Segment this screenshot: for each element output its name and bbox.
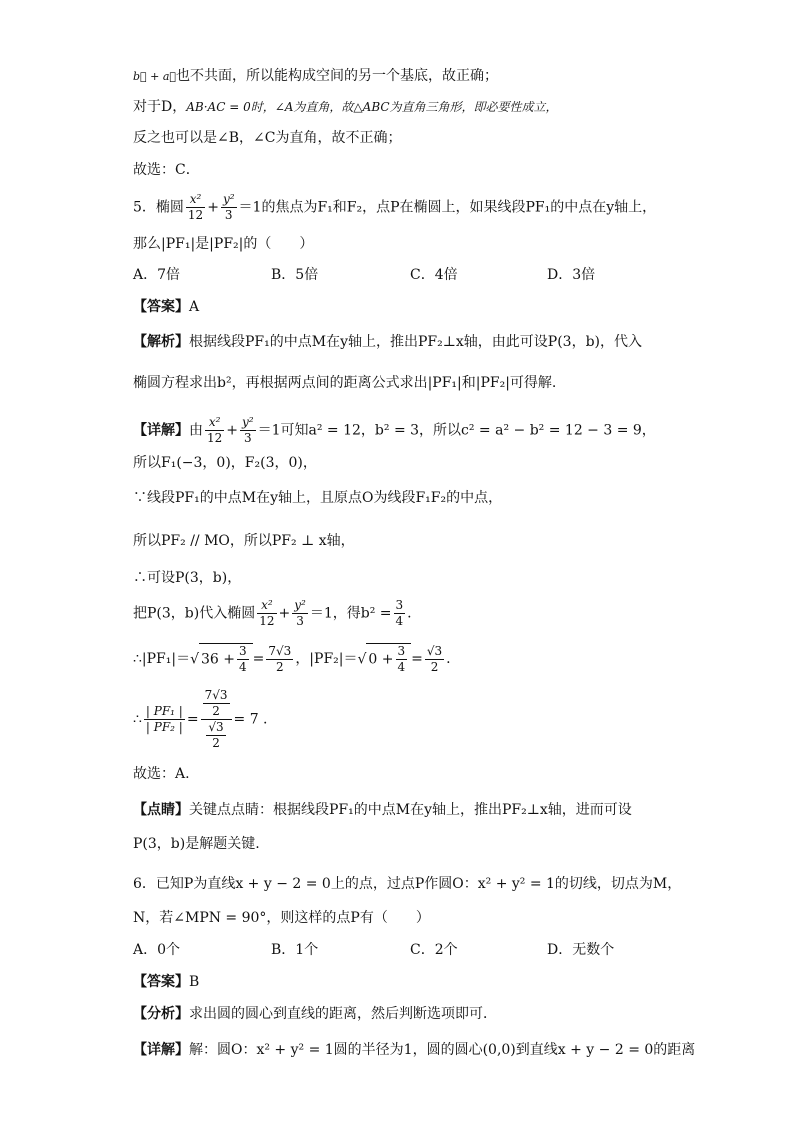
q5-detail-line-2: 所以F₁(−3，0)，F₂(3，0)， <box>133 455 317 471</box>
fraction-y2-3: $\frac{\text{y²}}{3}$ <box>222 192 235 222</box>
q6-option-c: C．2个 <box>410 942 458 958</box>
q5-stem-line-1: 5．椭圆 $\frac{\text{x²}}{12}$ + $\frac{\text{y²}}{3}$ ＝1的焦点为F₁和F₂，点P在椭圆上，如果线段PF₁的中点在y轴上， <box>133 192 657 222</box>
fraction-x2-12: $\frac{\text{x²}}{12}$ <box>259 598 275 628</box>
fraction-y2-3: $\frac{\text{y²}}{3}$ <box>242 415 254 445</box>
fraction-sqrt3-2: $\frac{√3}{2}$ <box>426 643 443 674</box>
q6-option-b: B．1个 <box>271 942 319 958</box>
q5-detail-line-9: 故选：A. <box>133 766 190 782</box>
q5-detail-line-1: 【详解】由 $\frac{\text{x²}}{12}$ + $\frac{\text{y²}}{3}$ ＝1可知a² = 12，b² = 3，所以c² = a² − b² = 12 − 3 = 9， <box>133 415 656 445</box>
prev-line-1: b⃗ + a⃗也不共面，所以能构成空间的另一个基底，故正确； <box>133 68 499 84</box>
q5-answer: 【答案】A <box>133 299 200 315</box>
q5-detail-line-5: ∴可设P(3，b)， <box>133 570 242 586</box>
fraction-x2-12: $\frac{\text{x²}}{12}$ <box>207 415 223 445</box>
q5-detail-line-6: 把P(3，b)代入椭圆 $\frac{\text{x²}}{12}$ + $\frac{\text{y²}}{3}$ ＝1，得b² = $\frac{3}{4}$ . <box>133 598 412 628</box>
q6-stem-line-2: N，若∠MPN = 90°，则这样的点P有（ ） <box>133 910 430 926</box>
prev-line-3: 反之也可以是∠B，∠C为直角，故不正确； <box>133 130 402 146</box>
sqrt-expression-1: √ 36 + $\frac{3}{4}$ <box>190 643 253 675</box>
q6-answer: 【答案】B <box>133 974 200 990</box>
fraction-x2-12: $\frac{\text{x²}}{12}$ <box>187 192 204 222</box>
q5-option-a: A．7倍 <box>133 267 181 283</box>
q5-detail-line-8: ∴ $\frac{\text{| PF₁ |}}{\text{| PF₂ |}}$ = $\frac{\frac{7√3}{2}}{\frac{√3}{2}}$ = 7 . <box>133 688 268 750</box>
q5-detail-line-3: ∵线段PF₁的中点M在y轴上，且原点O为线段F₁F₂的中点， <box>133 490 503 506</box>
q6-option-a: A．0个 <box>133 942 181 958</box>
fraction-y2-3: $\frac{\text{y²}}{3}$ <box>294 598 306 628</box>
q5-stem-line-2: 那么|PF₁|是|PF₂|的（ ） <box>133 236 314 252</box>
q5-option-d: D．3倍 <box>547 267 596 283</box>
q5-option-b: B．5倍 <box>271 267 319 283</box>
q5-tip-line-2: P(3，b)是解题关键. <box>133 836 260 852</box>
q6-detail: 【详解】解：圆O：x² + y² = 1圆的半径为1，圆的圆心(0,0)到直线x + y − 2 = 0的距离 <box>133 1042 696 1058</box>
q5-detail-line-4: 所以PF₂ // MO，所以PF₂ ⊥ x轴， <box>133 533 355 549</box>
compound-fraction: $\frac{\frac{7√3}{2}}{\frac{√3}{2}}$ <box>201 688 232 751</box>
q5-option-c: C．4倍 <box>410 267 458 283</box>
prev-line-4: 故选：C． <box>133 162 200 178</box>
fraction-7sqrt3-2: $\frac{7√3}{2}$ <box>268 643 292 674</box>
q5-analysis-line-2: 椭圆方程求出b²，再根据两点间的距离公式求出|PF₁|和|PF₂|可得解. <box>133 375 557 391</box>
ratio-pf1-pf2: $\frac{\text{| PF₁ |}}{\text{| PF₂ |}}$ <box>145 704 183 734</box>
q6-stem-line-1: 6．已知P为直线x + y − 2 = 0上的点，过点P作圆O：x² + y² = 1的切线，切点为M， <box>133 876 682 892</box>
q5-detail-line-7: ∴|PF₁|＝√ 36 + $\frac{3}{4}$ = $\frac{7√3}{2}$ ，|PF₂|＝√ 0 + $\frac{3}{4}$ = $\frac{√3}{2}$ . <box>133 643 451 674</box>
q6-option-d: D．无数个 <box>547 942 615 958</box>
fraction-3-4: $\frac{3}{4}$ <box>395 598 404 628</box>
q5-tip-line-1: 【点睛】关键点点睛：根据线段PF₁的中点M在y轴上，推出PF₂⊥x轴，进而可设 <box>133 802 632 818</box>
q6-analysis: 【分析】求出圆的圆心到直线的距离，然后判断选项即可． <box>133 1006 497 1022</box>
prev-line-2: 对于D，AB·AC = 0时，∠A为直角，故△ABC为直角三角形，即必要性成立， <box>133 99 558 115</box>
vector-expression: b⃗ + a⃗ <box>133 70 177 83</box>
q5-analysis-line-1: 【解析】根据线段PF₁的中点M在y轴上，推出PF₂⊥x轴，由此可设P(3，b)，代入 <box>133 334 643 350</box>
sqrt-expression-2: √ 0 + $\frac{3}{4}$ <box>358 643 412 675</box>
